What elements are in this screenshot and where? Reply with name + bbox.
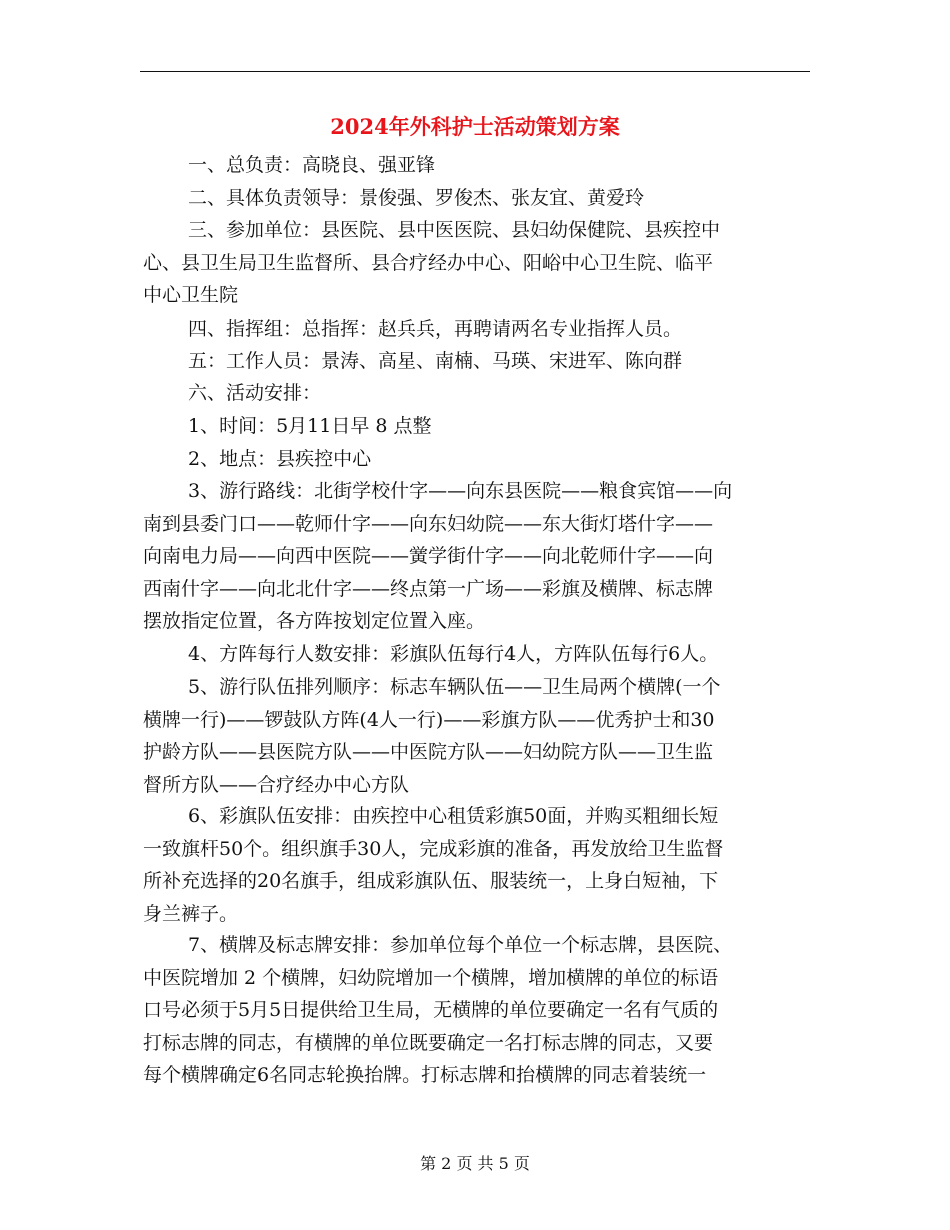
paragraph-participating-units: 三、参加单位：县医院、县中医医院、县妇幼保健院、县疾控中 心、县卫生局卫生监督所、县合疗经办中心、阳峪中心卫生院、临平 中心卫生院 [143,219,721,306]
page-number-footer: 第 2 页 共 5 页 [420,1154,530,1173]
paragraph-banners-signs: 7、横牌及标志牌安排：参加单位每个单位一个标志牌，县医院、 中医院增加 2 个横牌，妇幼院增加一个横牌，增加横牌的单位的标语 口号必须于5月5日提供给卫生局，无横牌的单位要确定一名有气质的 打标志牌的同志，有横牌的单位既要确定一名打标志牌的同志，又要 每个横牌确定6名同志轮换抬牌。打标志牌和抬横牌的同志着装统一 [143,934,733,1086]
paragraph-staff: 五：工作人员：景涛、高星、南楠、马瑛、宋进军、陈向群 [188,350,683,372]
paragraph-command-group: 四、指挥组：总指挥：赵兵兵，再聘请两名专业指挥人员。 [188,318,683,340]
document-title: 2024年外科护士活动策划方案 [330,114,620,139]
header-rule [140,71,810,72]
paragraph-formation-size: 4、方阵每行人数安排：彩旗队伍每行4人，方阵队伍每行6人。 [188,643,719,665]
paragraph-specific-leaders: 二、具体负责领导：景俊强、罗俊杰、张友宜、黄爱玲 [188,187,645,209]
paragraph-flag-team: 6、彩旗队伍安排：由疾控中心租赁彩旗50面，并购买粗细长短 一致旗杆50个。组织旗手30人，完成彩旗的准备，再发放给卫生监督 所补充选择的20名旗手，组成彩旗队伍、服装统一，上身白短袖，下 身兰裤子。 [143,805,724,925]
paragraph-parade-route: 3、游行路线：北街学校什字——向东县医院——粮食宾馆——向 南到县委门口——乾师什字——向东妇幼院——东大街灯塔什字—— 向南电力局——向西中医院——黉学街什字——向北乾师什字——向 西南什字——向北北什字——终点第一广场——彩旗及横牌、标志牌 摆放指定位置，各方阵按划定位置入座。 [143,480,733,632]
paragraph-time: 1、时间：5月11日早 8 点整 [188,415,432,437]
paragraph-parade-order: 5、游行队伍排列顺序：标志车辆队伍——卫生局两个横牌(一个 横牌一行)——锣鼓队方阵(4人一行)——彩旗方队——优秀护士和30 护龄方队——县医院方队——中医院方队——妇幼院方队——卫生监 督所方队——合疗经办中心方队 [143,676,721,796]
paragraph-activity-arrangement: 六、活动安排： [188,382,322,404]
paragraph-location: 2、地点：县疾控中心 [188,448,372,470]
paragraph-general-leader: 一、总负责：高晓良、强亚锋 [188,154,436,176]
